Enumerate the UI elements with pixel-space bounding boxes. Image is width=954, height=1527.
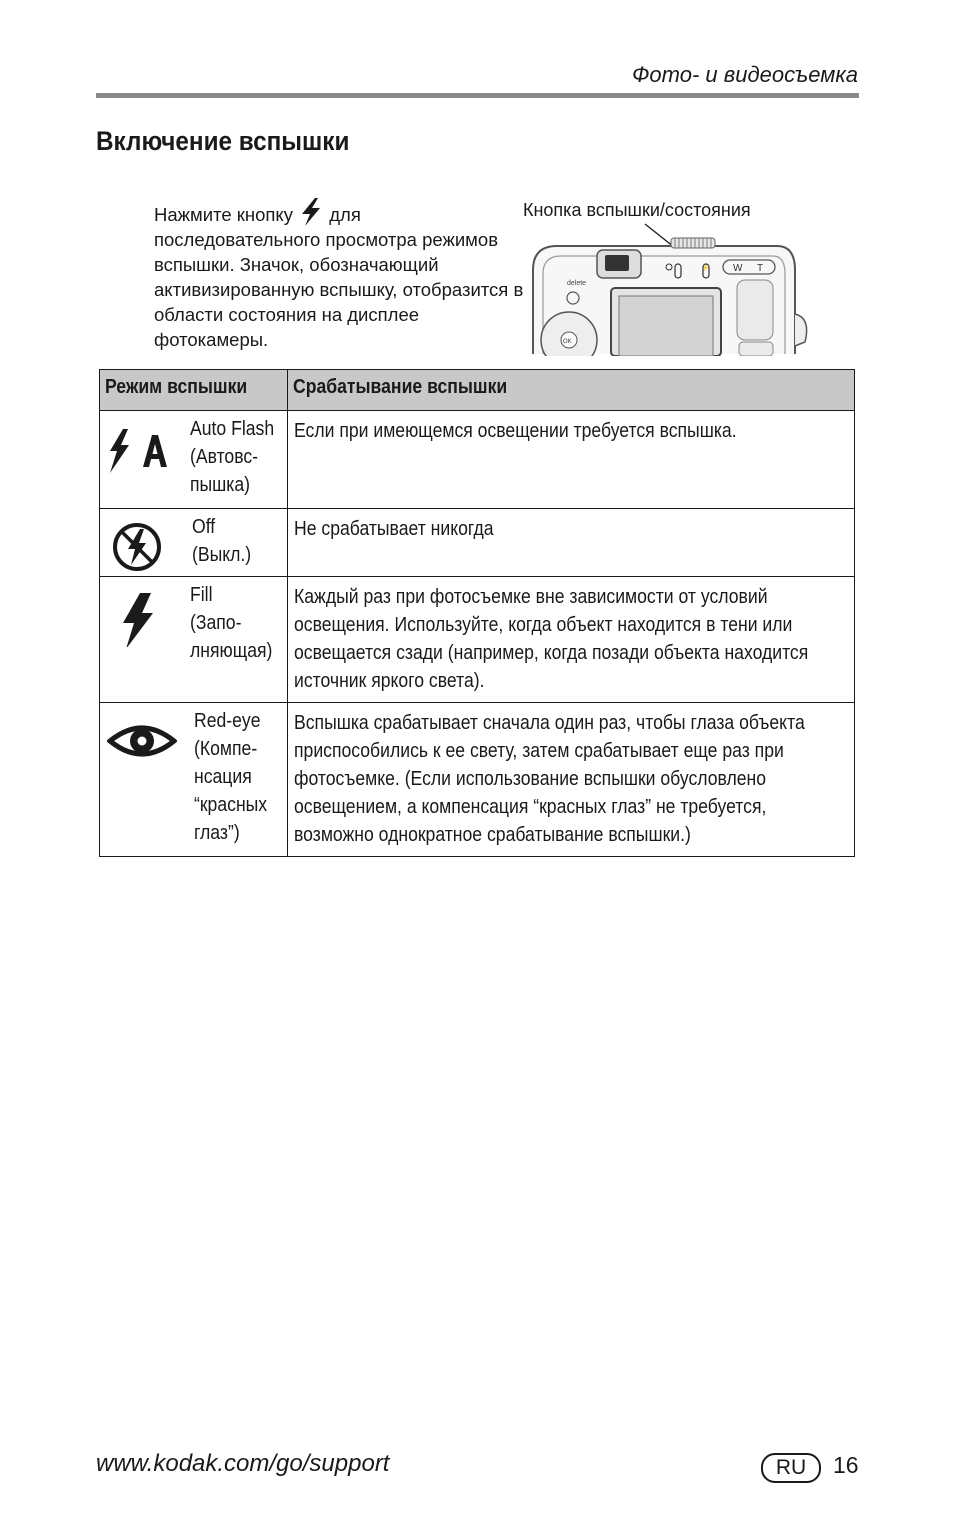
mode-cell [100, 411, 288, 509]
flash-button-callout: Кнопка вспышки/состояния [523, 200, 751, 220]
page-header-title: Фото- и видеосъемка [631, 62, 858, 87]
table-row [100, 577, 855, 703]
mode-cell [100, 703, 288, 857]
flash-modes-table [99, 369, 855, 857]
auto-flash-icon [107, 423, 171, 479]
zoom-w-label: W [733, 263, 743, 274]
zoom-t-label: T [757, 263, 764, 274]
header-flash-action: Срабатывание вспышки [288, 370, 855, 411]
header-flash-mode: Режим вспышки [100, 370, 288, 411]
delete-label: delete [567, 280, 587, 287]
svg-text:⚡: ⚡ [701, 265, 710, 272]
ok-label: OK [563, 339, 572, 345]
section-title: Включение вспышки [96, 126, 350, 156]
header-rule [96, 93, 859, 98]
table-header-row [100, 370, 855, 411]
mode-cell [100, 509, 288, 577]
flash-off-icon [107, 517, 171, 573]
flash-bolt-icon [298, 197, 324, 227]
mode-cell [100, 577, 288, 703]
mode-label: Auto Flash (Автовс- пышка) [190, 418, 275, 496]
mode-label: Red-eye (Компе- нсация “красных глаз”) [194, 710, 268, 844]
table-row [100, 703, 855, 857]
intro-text-end: для последовательного просмотра режимов вспышки. Значок, обозначающий активизированную вспышку, отобразится в области состояния на дисплее фотокамеры. [154, 204, 524, 350]
support-url[interactable]: www.kodak.com/go/support [96, 1450, 390, 1477]
mode-label: Off (Выкл.) [192, 516, 252, 566]
mode-description: Каждый раз при фотосъемке вне зависимости от условий освещения. Используйте, когда объект находится в тени или освещается сзади (например, когда позади объекта находится источник яркого света). [288, 577, 855, 703]
intro-text-start: Нажмите кнопку [154, 204, 293, 225]
table-row [100, 509, 855, 577]
page-number: 16 [833, 1452, 859, 1478]
mode-description: Не срабатывает никогда [288, 509, 855, 577]
language-badge: RU [761, 1453, 821, 1483]
camera-back-illustration [525, 218, 810, 356]
intro-text [154, 197, 524, 352]
table-row [100, 411, 855, 509]
fill-flash-icon [107, 591, 171, 647]
mode-label: Fill (Запо- лняющая) [190, 584, 273, 662]
mode-description: Вспышка срабатывает сначала один раз, чтобы глаза объекта приспособились к ее свету, затем срабатывает еще раз при фотосъемке. (Если использование вспышки обусловлено освещением, а компенсация “красных глаз” не требуется, возможно однократное срабатывание вспышки.) [288, 703, 855, 857]
mode-description: Если при имеющемся освещении требуется вспышка. [288, 411, 855, 509]
red-eye-icon [107, 713, 177, 769]
